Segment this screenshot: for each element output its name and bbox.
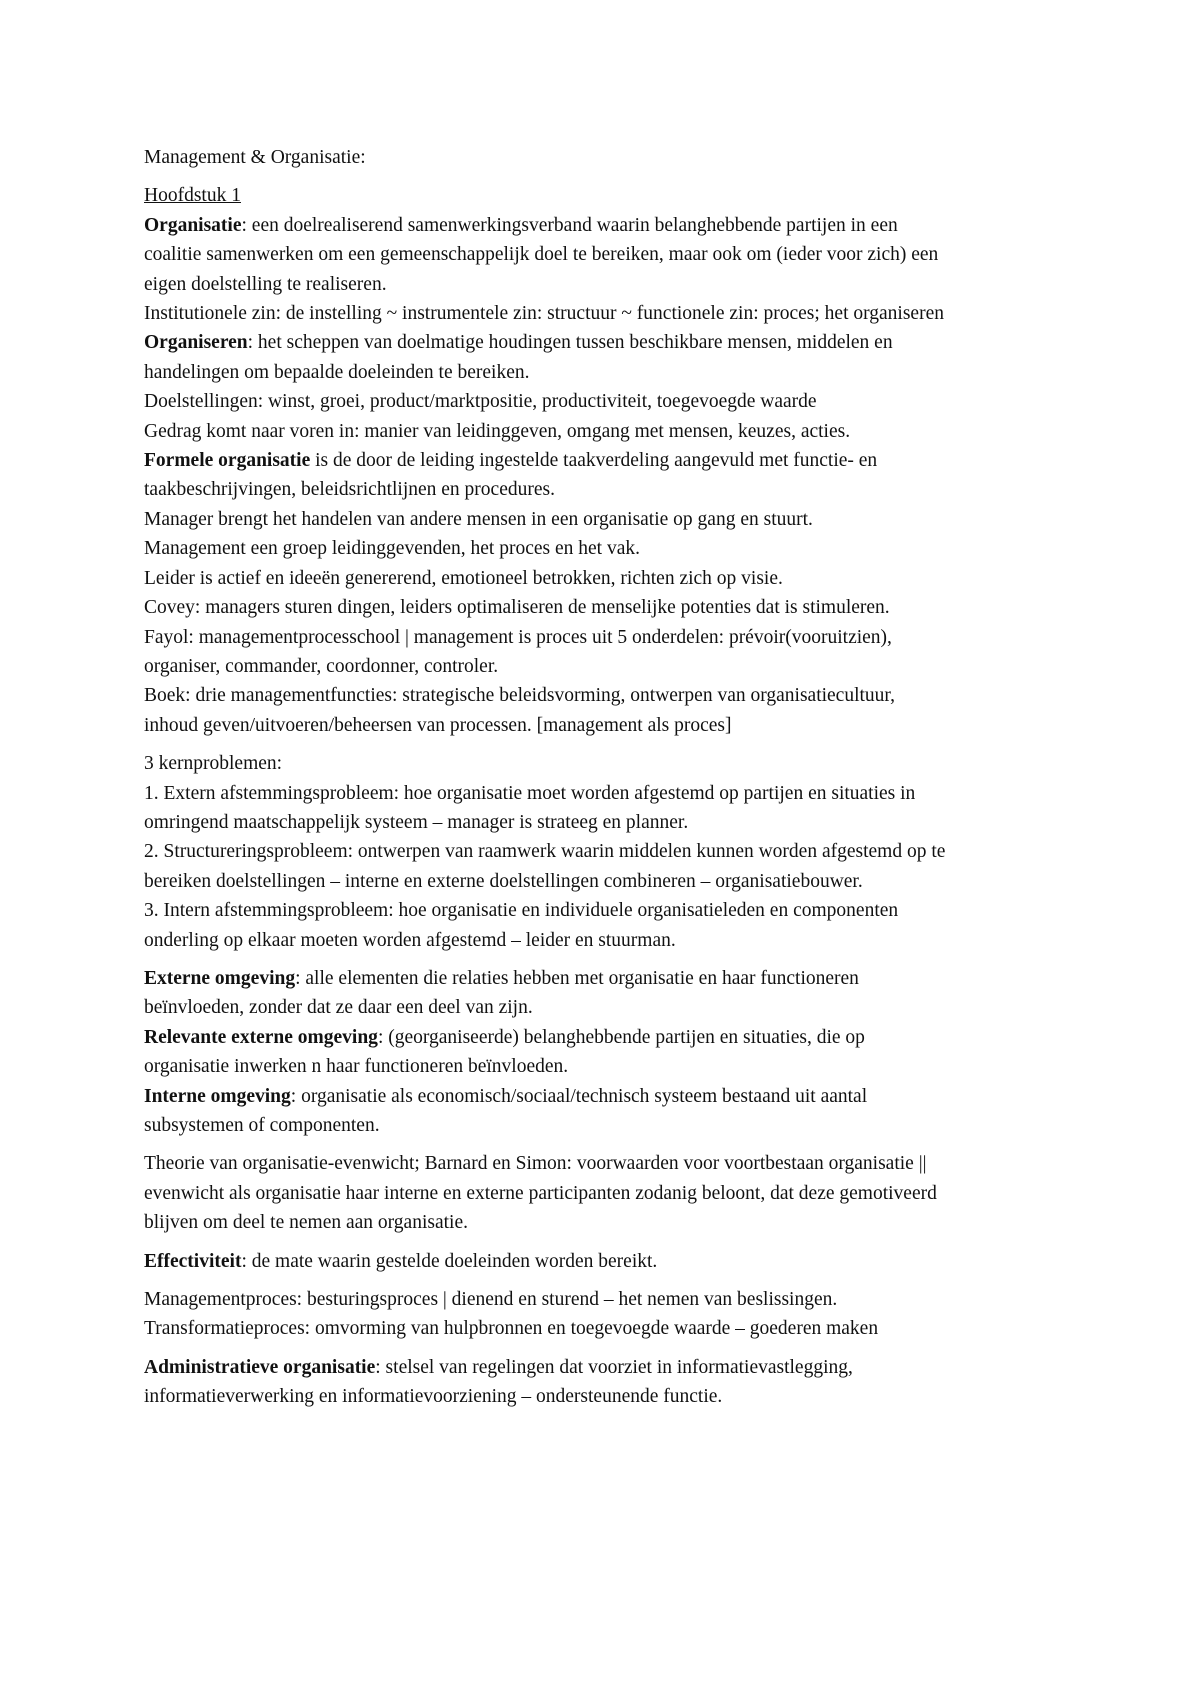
text-line: omringend maatschappelijk systeem – manager is strateeg en planner.: [144, 811, 689, 833]
text-line: Manager brengt het handelen van andere mensen in een organisatie op gang en stuurt.: [144, 508, 813, 530]
text-line: Leider is actief en ideeën genererend, emotioneel betrokken, richten zich op visie.: [144, 567, 783, 589]
term-interne-omgeving: Interne omgeving: [144, 1085, 291, 1107]
spacer: [144, 740, 1084, 749]
definition-text: is de door de leiding ingestelde taakverdeling aangevuld met functie- en: [310, 450, 878, 472]
text-line: coalitie samenwerken om een gemeenschappelijk doel te bereiken, maar ook om (ieder voor zich) een: [144, 244, 939, 266]
chapter-heading: Hoofdstuk 1: [144, 185, 241, 207]
text-line: eigen doelstelling te realiseren.: [144, 273, 387, 295]
list-item: 1. Extern afstemmingsprobleem: hoe organisatie moet worden afgestemd op partijen en situaties in: [144, 782, 916, 804]
definition-text: : (georganiseerde) belanghebbende partijen en situaties, die op: [377, 1026, 865, 1048]
spacer: [144, 1276, 1084, 1285]
term-formele-organisatie: Formele organisatie: [144, 450, 311, 472]
text-line: Gedrag komt naar voren in: manier van leidinggeven, omgang met mensen, keuzes, acties.: [144, 420, 851, 442]
definition-organisatie: [144, 211, 1084, 240]
definition-formele-organisatie: [144, 446, 1084, 475]
definition-effectiviteit: [144, 1247, 1084, 1276]
definition-text: : het scheppen van doelmatige houdingen tussen beschikbare mensen, middelen en: [247, 332, 893, 354]
definition-text: : een doelrealiserend samenwerkingsverband waarin belanghebbende partijen in een: [241, 214, 898, 236]
definition-relevante-externe-omgeving: [144, 1023, 1084, 1052]
section-heading: 3 kernproblemen:: [144, 753, 283, 775]
definition-text: : organisatie als economisch/sociaal/technisch systeem bestaand uit aantal: [290, 1085, 868, 1107]
definition-externe-omgeving: [144, 964, 1084, 993]
text-line: Institutionele zin: de instelling ~ instrumentele zin: structuur ~ functionele zin: proces; het organiseren: [144, 303, 944, 325]
text-line: taakbeschrijvingen, beleidsrichtlijnen en procedures.: [144, 479, 555, 501]
text-line: organiser, commander, coordonner, controler.: [144, 655, 499, 677]
text-line: Covey: managers sturen dingen, leiders optimaliseren de menselijke potenties dat is stimuleren.: [144, 597, 890, 619]
text-line: Fayol: managementprocesschool | management is proces uit 5 onderdelen: prévoir(vooruitzien),: [144, 626, 892, 648]
definition-text: : stelsel van regelingen dat voorziet in informatievastlegging,: [375, 1356, 853, 1378]
term-organisatie: Organisatie: [144, 214, 242, 236]
text-line: organisatie inwerken n haar functioneren beïnvloeden.: [144, 1056, 569, 1078]
definition-interne-omgeving: [144, 1082, 1084, 1111]
spacer: [144, 1238, 1084, 1247]
text-line: Theorie van organisatie-evenwicht; Barnard en Simon: voorwaarden voor voortbestaan organisatie ||: [144, 1153, 927, 1175]
list-item: 3. Intern afstemmingsprobleem: hoe organisatie en individuele organisatieleden en componenten: [144, 900, 899, 922]
text-line: inhoud geven/uitvoeren/beheersen van processen. [management als proces]: [144, 714, 732, 736]
text-line: onderling op elkaar moeten worden afgestemd – leider en stuurman.: [144, 929, 676, 951]
definition-text: : alle elementen die relaties hebben met organisatie en haar functioneren: [295, 967, 859, 989]
spacer: [144, 955, 1084, 964]
term-administratieve-organisatie: Administratieve organisatie: [144, 1356, 376, 1378]
spacer: [144, 1140, 1084, 1149]
term-relevante-externe-omgeving: Relevante externe omgeving: [144, 1026, 378, 1048]
list-item: 2. Structureringsprobleem: ontwerpen van raamwerk waarin middelen kunnen worden afgestemd op te: [144, 841, 946, 863]
definition-text: : de mate waarin gestelde doeleinden worden bereikt.: [241, 1250, 658, 1272]
document-title: Management & Organisatie:: [144, 147, 366, 168]
spacer: [144, 1344, 1084, 1353]
text-line: Boek: drie managementfuncties: strategische beleidsvorming, ontwerpen van organisatiecultuur,: [144, 685, 896, 707]
definition-administratieve-organisatie: [144, 1353, 1084, 1382]
spacer: [144, 172, 1084, 181]
text-line: Doelstellingen: winst, groei, product/marktpositie, productiviteit, toegevoegde waarde: [144, 391, 817, 413]
text-line: subsystemen of componenten.: [144, 1115, 380, 1136]
term-externe-omgeving: Externe omgeving: [144, 967, 296, 989]
text-line: beïnvloeden, zonder dat ze daar een deel van zijn.: [144, 997, 533, 1019]
text-line: bereiken doelstellingen – interne en externe doelstellingen combineren – organisatiebouwer.: [144, 870, 863, 892]
text-line: blijven om deel te nemen aan organisatie.: [144, 1212, 468, 1234]
text-line: Managementproces: besturingsproces | dienend en sturend – het nemen van beslissingen.: [144, 1289, 838, 1311]
definition-organiseren: [144, 328, 1084, 357]
text-line: Management een groep leidinggevenden, het proces en het vak.: [144, 538, 640, 560]
text-line: informatieverwerking en informatievoorziening – ondersteunende functie.: [144, 1386, 723, 1408]
term-effectiviteit: Effectiviteit: [144, 1250, 242, 1272]
text-line: handelingen om bepaalde doeleinden te bereiken.: [144, 361, 530, 383]
text-line: evenwicht als organisatie haar interne en externe participanten zodanig beloont, dat deze gemotiveerd: [144, 1182, 937, 1204]
term-organiseren: Organiseren: [144, 332, 248, 354]
text-line: Transformatieproces: omvorming van hulpbronnen en toegevoegde waarde – goederen maken: [144, 1318, 879, 1340]
document-page: [144, 143, 1084, 1412]
